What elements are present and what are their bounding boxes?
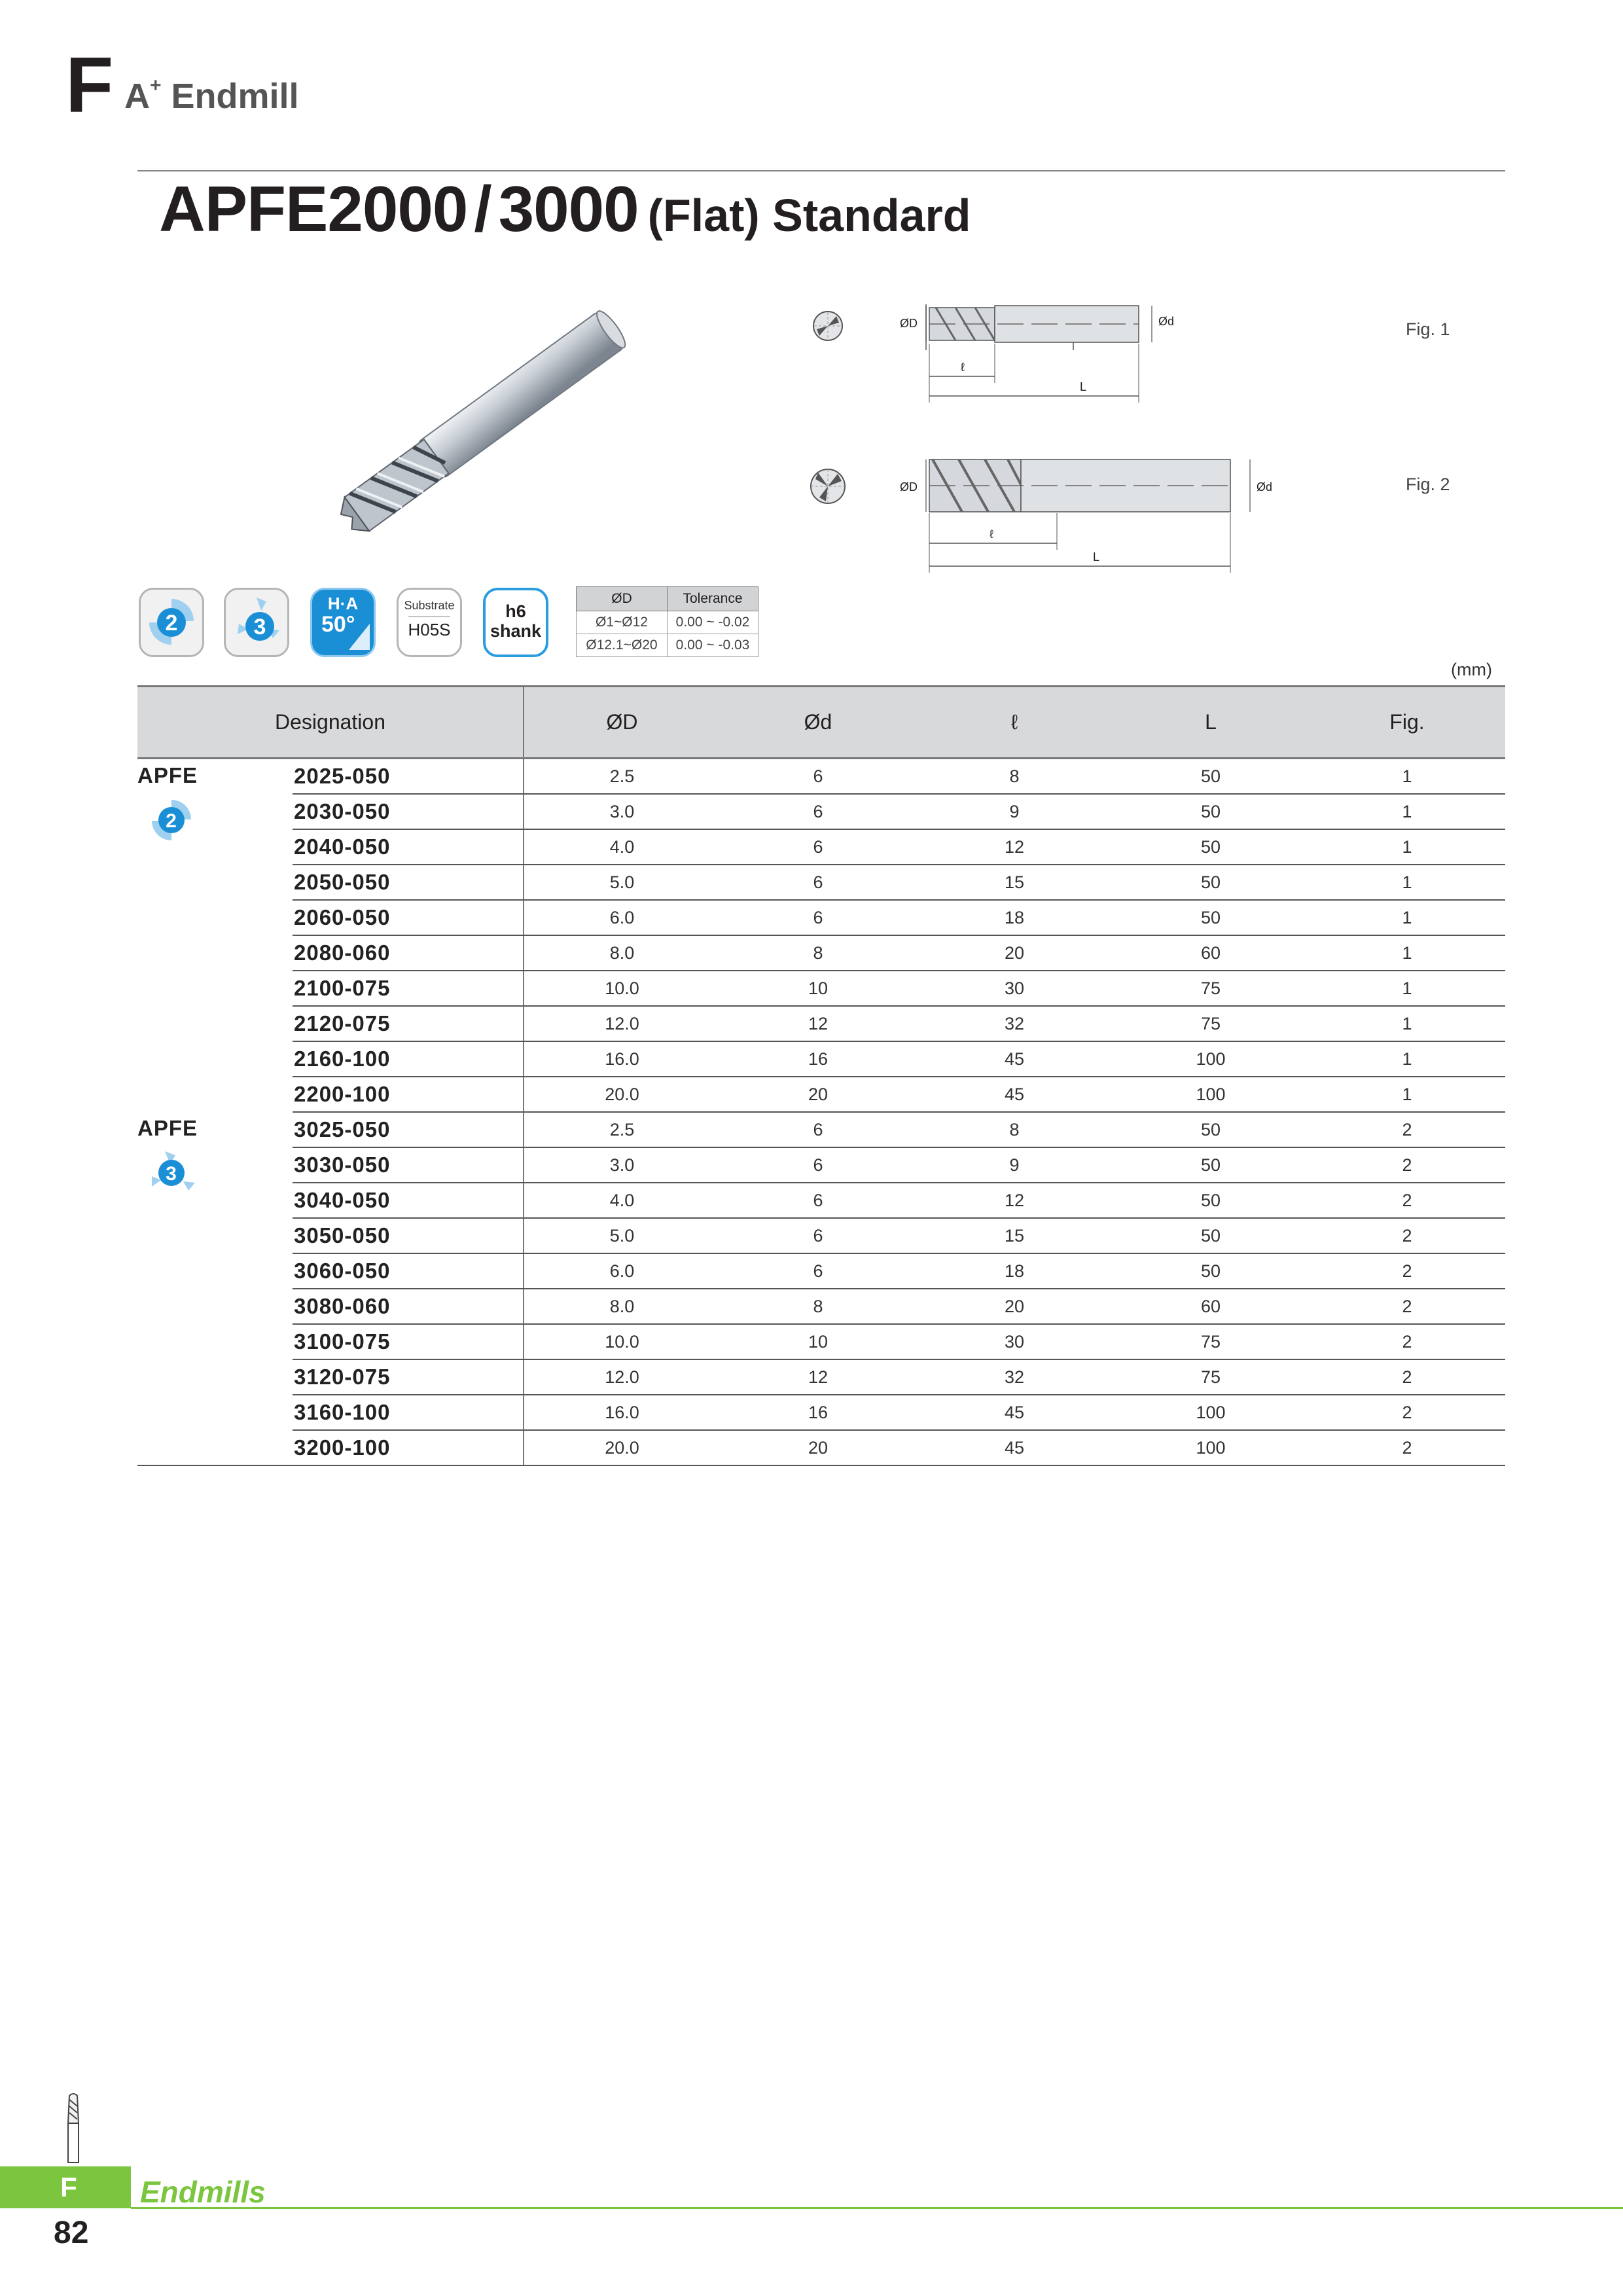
three-flute-icon	[224, 588, 289, 657]
overall-length: 50	[1113, 1147, 1309, 1183]
substrate-icon	[397, 588, 462, 657]
section-letter: F	[65, 41, 114, 129]
flute-length: 32	[916, 1359, 1113, 1395]
fig2-dim-D: ØD	[900, 480, 918, 493]
cutting-diameter: 6.0	[524, 900, 720, 935]
cutting-diameter: 6.0	[524, 1253, 720, 1289]
endmill-product-image	[288, 308, 661, 543]
figure-2-drawing	[798, 445, 1361, 576]
table-row	[137, 759, 1505, 795]
figure-number: 1	[1309, 900, 1505, 935]
flute-length: 18	[916, 900, 1113, 935]
figure-number: 1	[1309, 1077, 1505, 1112]
table-row	[137, 935, 1505, 971]
flute-length: 30	[916, 1324, 1113, 1359]
cutting-diameter: 5.0	[524, 865, 720, 900]
series-name: APFE	[137, 763, 198, 787]
fig2-dim-d: Ød	[1257, 480, 1273, 493]
tol-header-tolerance: Tolerance	[668, 587, 758, 611]
shank-diameter: 6	[720, 759, 916, 795]
flute-length: 8	[916, 1112, 1113, 1147]
two-flute-icon	[139, 588, 204, 657]
title-slash: /	[474, 173, 492, 245]
shank-diameter: 16	[720, 1395, 916, 1430]
flute-length: 15	[916, 1218, 1113, 1253]
cutting-diameter: 5.0	[524, 1218, 720, 1253]
series-name: APFE	[137, 1116, 198, 1140]
designation-code: 3080-060	[293, 1289, 524, 1324]
two-flute-number: 2	[165, 611, 178, 636]
tol-diameter-range: Ø12.1~Ø20	[577, 634, 668, 657]
substrate-value: H05S	[408, 620, 451, 639]
figure-number: 2	[1309, 1289, 1505, 1324]
cutting-diameter: 3.0	[524, 1147, 720, 1183]
shank-diameter: 6	[720, 1183, 916, 1218]
two-flute-badge-icon	[145, 797, 198, 843]
shank-label: shank	[490, 620, 542, 641]
title-sub: (Flat) Standard	[647, 190, 971, 241]
figure-number: 1	[1309, 865, 1505, 900]
overall-length: 50	[1113, 829, 1309, 865]
figure-number: 2	[1309, 1395, 1505, 1430]
overall-length: 50	[1113, 1183, 1309, 1218]
figure-number: 2	[1309, 1147, 1505, 1183]
header-divider	[137, 170, 1505, 171]
header-cutting-diameter: ØD	[524, 687, 720, 759]
designation-code: 3160-100	[293, 1395, 524, 1430]
table-row	[137, 1395, 1505, 1430]
overall-length: 50	[1113, 1112, 1309, 1147]
flute-length: 45	[916, 1077, 1113, 1112]
table-row	[137, 1006, 1505, 1041]
figure-number: 2	[1309, 1359, 1505, 1395]
flute-length: 30	[916, 971, 1113, 1006]
cutting-diameter: 4.0	[524, 1183, 720, 1218]
designation-code: 2120-075	[293, 1006, 524, 1041]
footer-section-name: Endmills	[140, 2175, 266, 2209]
shank-diameter: 10	[720, 1324, 916, 1359]
overall-length: 75	[1113, 971, 1309, 1006]
tol-value: 0.00 ~ -0.03	[668, 634, 758, 657]
flute-length: 20	[916, 935, 1113, 971]
designation-code: 2200-100	[293, 1077, 524, 1112]
series-group-cell	[137, 1112, 293, 1465]
table-row	[137, 1430, 1505, 1465]
table-row	[137, 1359, 1505, 1395]
shank-diameter: 6	[720, 900, 916, 935]
helix-angle-value: 50°	[321, 612, 355, 637]
overall-length: 100	[1113, 1395, 1309, 1430]
designation-code: 3060-050	[293, 1253, 524, 1289]
header-shank-diameter: Ød	[720, 687, 916, 759]
dimensions-table	[137, 685, 1505, 1466]
footer-rule	[131, 2207, 1623, 2209]
fig1-dim-l: ℓ	[961, 361, 965, 374]
figure-number: 2	[1309, 1112, 1505, 1147]
table-row	[137, 900, 1505, 935]
header-designation: Designation	[137, 687, 524, 759]
table-row	[137, 794, 1505, 829]
overall-length: 60	[1113, 1289, 1309, 1324]
figure-number: 2	[1309, 1324, 1505, 1359]
table-row	[137, 1077, 1505, 1112]
table-row	[137, 1147, 1505, 1183]
table-row	[137, 829, 1505, 865]
designation-code: 3025-050	[293, 1112, 524, 1147]
cutting-diameter: 3.0	[524, 794, 720, 829]
designation-code: 2050-050	[293, 865, 524, 900]
header-overall-length: L	[1113, 687, 1309, 759]
tol-row	[577, 611, 758, 634]
figure-1-drawing	[798, 298, 1335, 416]
shank-diameter: 16	[720, 1041, 916, 1077]
flute-length: 8	[916, 759, 1113, 795]
shank-diameter: 6	[720, 794, 916, 829]
table-row	[137, 1253, 1505, 1289]
figure-number: 1	[1309, 1041, 1505, 1077]
tolerance-table	[576, 586, 758, 657]
tol-diameter-range: Ø1~Ø12	[577, 611, 668, 634]
section-name-rest: Endmill	[161, 77, 299, 116]
figure-number: 1	[1309, 971, 1505, 1006]
flute-count: 2	[166, 810, 177, 832]
flute-count: 3	[166, 1163, 177, 1185]
flute-length: 32	[916, 1006, 1113, 1041]
figure-number: 1	[1309, 829, 1505, 865]
shank-diameter: 6	[720, 1112, 916, 1147]
cutting-diameter: 10.0	[524, 1324, 720, 1359]
title-part2: 3000	[498, 173, 639, 245]
designation-code: 3040-050	[293, 1183, 524, 1218]
flute-length: 12	[916, 1183, 1113, 1218]
figure-number: 2	[1309, 1218, 1505, 1253]
overall-length: 50	[1113, 1253, 1309, 1289]
shank-diameter: 6	[720, 829, 916, 865]
overall-length: 100	[1113, 1041, 1309, 1077]
cutting-diameter: 2.5	[524, 759, 720, 795]
overall-length: 75	[1113, 1359, 1309, 1395]
shank-diameter: 6	[720, 1218, 916, 1253]
helix-angle-label: H·A	[327, 594, 359, 613]
flute-length: 45	[916, 1041, 1113, 1077]
overall-length: 60	[1113, 935, 1309, 971]
overall-length: 50	[1113, 759, 1309, 795]
substrate-label: Substrate	[404, 599, 455, 612]
tol-header-diameter: ØD	[577, 587, 668, 611]
tol-value: 0.00 ~ -0.02	[668, 611, 758, 634]
table-row	[137, 865, 1505, 900]
cutting-diameter: 20.0	[524, 1077, 720, 1112]
section-name-prefix: A	[124, 77, 150, 116]
designation-code: 3100-075	[293, 1324, 524, 1359]
fig2-dim-l: ℓ	[990, 528, 993, 541]
shank-diameter: 10	[720, 971, 916, 1006]
flute-length: 45	[916, 1430, 1113, 1465]
page-title	[159, 173, 971, 245]
fig2-dim-L: L	[1093, 550, 1100, 564]
overall-length: 50	[1113, 1218, 1309, 1253]
section-tab-letter: F	[60, 2172, 77, 2202]
designation-code: 3050-050	[293, 1218, 524, 1253]
fig1-end-view-icon	[813, 312, 842, 340]
flute-length: 45	[916, 1395, 1113, 1430]
cutting-diameter: 12.0	[524, 1006, 720, 1041]
cutting-diameter: 16.0	[524, 1041, 720, 1077]
helix-angle-icon	[310, 588, 376, 657]
three-flute-number: 3	[253, 615, 266, 639]
shank-diameter: 6	[720, 1147, 916, 1183]
overall-length: 75	[1113, 1324, 1309, 1359]
figure-number: 1	[1309, 935, 1505, 971]
table-row	[137, 971, 1505, 1006]
shank-diameter: 12	[720, 1006, 916, 1041]
table-row	[137, 1041, 1505, 1077]
cutting-diameter: 4.0	[524, 829, 720, 865]
table-row	[137, 1324, 1505, 1359]
flute-length: 12	[916, 829, 1113, 865]
cutting-diameter: 8.0	[524, 1289, 720, 1324]
cutting-diameter: 12.0	[524, 1359, 720, 1395]
overall-length: 50	[1113, 794, 1309, 829]
page-number: 82	[54, 2215, 89, 2250]
shank-diameter: 6	[720, 1253, 916, 1289]
designation-code: 2030-050	[293, 794, 524, 829]
table-row	[137, 1112, 1505, 1147]
flute-length: 9	[916, 794, 1113, 829]
designation-code: 2025-050	[293, 759, 524, 795]
designation-code: 2080-060	[293, 935, 524, 971]
table-row	[137, 1289, 1505, 1324]
shank-diameter: 20	[720, 1430, 916, 1465]
endmill-tool-icon	[60, 2093, 86, 2165]
overall-length: 75	[1113, 1006, 1309, 1041]
designation-code: 2160-100	[293, 1041, 524, 1077]
designation-code: 2040-050	[293, 829, 524, 865]
fig-1-label: Fig. 1	[1406, 319, 1450, 339]
figure-number: 1	[1309, 759, 1505, 795]
series-group-cell	[137, 759, 293, 1113]
tol-row	[577, 634, 758, 657]
cutting-diameter: 10.0	[524, 971, 720, 1006]
figure-number: 1	[1309, 794, 1505, 829]
shank-tolerance-class: h6	[505, 601, 526, 621]
flute-length: 15	[916, 865, 1113, 900]
fig1-dim-D: ØD	[900, 317, 918, 330]
overall-length: 100	[1113, 1077, 1309, 1112]
overall-length: 100	[1113, 1430, 1309, 1465]
table-row	[137, 1183, 1505, 1218]
fig1-dim-d: Ød	[1158, 315, 1175, 328]
flute-length: 9	[916, 1147, 1113, 1183]
shank-diameter: 12	[720, 1359, 916, 1395]
fig2-end-view-icon	[811, 469, 845, 503]
fig-2-label: Fig. 2	[1406, 475, 1450, 494]
section-name-sup: +	[150, 75, 162, 96]
title-part1: APFE2000	[159, 173, 468, 245]
cutting-diameter: 16.0	[524, 1395, 720, 1430]
table-row	[137, 1218, 1505, 1253]
figure-number: 2	[1309, 1183, 1505, 1218]
flute-length: 20	[916, 1289, 1113, 1324]
section-name	[124, 75, 299, 116]
designation-code: 2060-050	[293, 900, 524, 935]
designation-code: 3200-100	[293, 1430, 524, 1465]
header-figure: Fig.	[1309, 687, 1505, 759]
overall-length: 50	[1113, 900, 1309, 935]
cutting-diameter: 20.0	[524, 1430, 720, 1465]
fig1-dim-L: L	[1080, 380, 1087, 393]
cutting-diameter: 8.0	[524, 935, 720, 971]
h6-shank-icon	[483, 588, 548, 657]
designation-code: 2100-075	[293, 971, 524, 1006]
header-flute-length: ℓ	[916, 687, 1113, 759]
shank-diameter: 6	[720, 865, 916, 900]
shank-diameter: 20	[720, 1077, 916, 1112]
unit-label: (mm)	[1451, 660, 1492, 679]
overall-length: 50	[1113, 865, 1309, 900]
cutting-diameter: 2.5	[524, 1112, 720, 1147]
figure-number: 2	[1309, 1430, 1505, 1465]
three-flute-badge-icon	[145, 1150, 198, 1196]
flute-length: 18	[916, 1253, 1113, 1289]
designation-code: 3120-075	[293, 1359, 524, 1395]
shank-diameter: 8	[720, 935, 916, 971]
figure-number: 1	[1309, 1006, 1505, 1041]
figure-number: 2	[1309, 1253, 1505, 1289]
shank-diameter: 8	[720, 1289, 916, 1324]
designation-code: 3030-050	[293, 1147, 524, 1183]
